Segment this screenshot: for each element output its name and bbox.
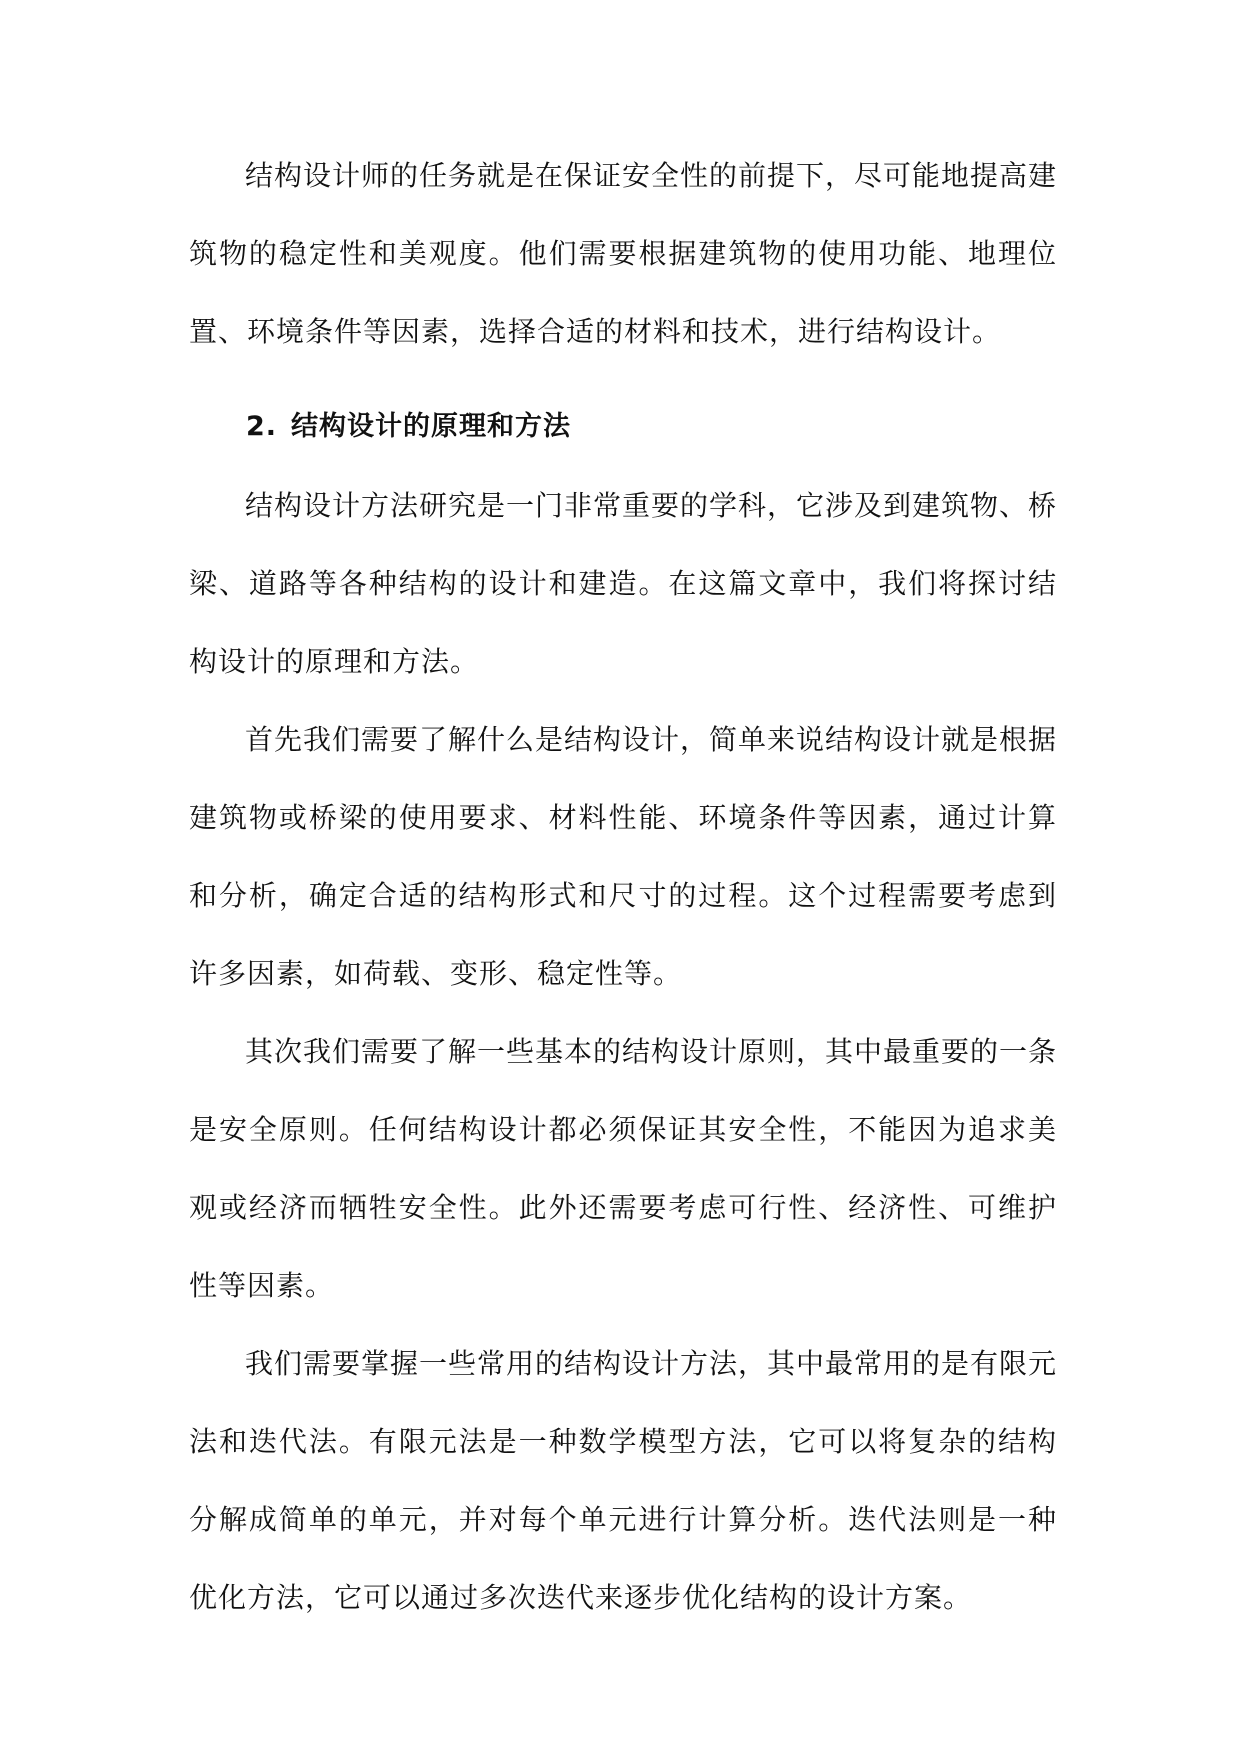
section-number: 2.: [246, 411, 278, 442]
paragraph-intro: 结构设计师的任务就是在保证安全性的前提下，尽可能地提高建筑物的稳定性和美观度。他们需要根据建筑物的使用功能、地理位置、环境条件等因素，选择合适的材料和技术，进行结构设计。: [189, 159, 1058, 348]
paragraph-1: 结构设计方法研究是一门非常重要的学科，它涉及到建筑物、桥梁、道路等各种结构的设计和建造。在这篇文章中，我们将探讨结构设计的原理和方法。: [189, 489, 1058, 678]
paragraph-4: 我们需要掌握一些常用的结构设计方法，其中最常用的是有限元法和迭代法。有限元法是一种数学模型方法，它可以将复杂的结构分解成简单的单元，并对每个单元进行计算分析。迭代法则是一种优化方法，它可以通过多次迭代来逐步优化结构的设计方案。: [189, 1347, 1058, 1614]
section-title: 结构设计的原理和方法: [291, 411, 572, 442]
section-heading: [189, 388, 1057, 466]
document-body: [189, 137, 1057, 1637]
paragraph-2: 首先我们需要了解什么是结构设计，简单来说结构设计就是根据建筑物或桥梁的使用要求、材料性能、环境条件等因素，通过计算和分析，确定合适的结构形式和尺寸的过程。这个过程需要考虑到许多因素，如荷载、变形、稳定性等。: [189, 723, 1058, 990]
paragraph-3: 其次我们需要了解一些基本的结构设计原则，其中最重要的一条是安全原则。任何结构设计都必须保证其安全性，不能因为追求美观或经济而牺牲安全性。此外还需要考虑可行性、经济性、可维护性等因素。: [189, 1035, 1058, 1302]
